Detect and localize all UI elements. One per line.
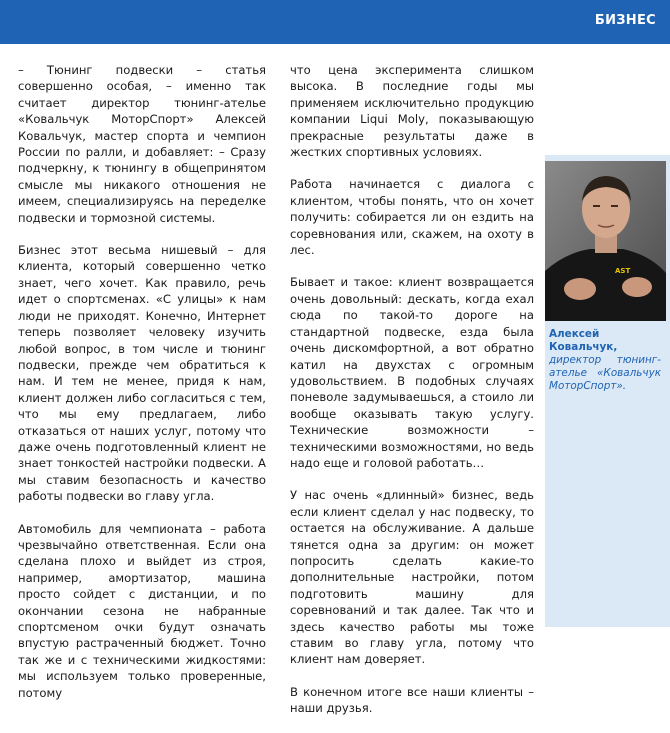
paragraph: что цена эксперимента слишком высока. В последние годы мы применяем исключительно продукцию компании Liqui Moly, показывающую прекрасные результаты даже в жестких спортивных условиях. [290, 63, 534, 160]
section-header [0, 0, 670, 44]
paragraph: Автомобиль для чемпионата – работа чрезвычайно ответственная. Если она сделана плохо и выйдет из строя, например, амортизатор, машина просто сойдет с дистанции, и по окончании сезона не набранные спортсменом очки будут означать впустую растраченный бюджет. Точно так же и с техническими жидкостями: мы используем только проверенные, потому [18, 521, 266, 700]
paragraph: Бывает и такое: клиент возвращается очень довольный: дескать, когда ехал сюда по такой-то дороге на стандартной подвеске, езда была очень дискомфортной, а вот обратно катил на двухстах с огромным удовольствием. В подобных случаях поневоле задумываешься, а стоило ли вообще оказывать такую услугу. Технические возможности – техническими возможностями, но ведь надо еще и головой работать… [290, 275, 534, 470]
jacket-logo: AST [615, 267, 631, 275]
article-column-middle [290, 62, 534, 733]
section-title: БИЗНЕС [594, 13, 656, 28]
photo-caption [549, 328, 661, 393]
caption-role: директор тюнинг-ателье «Ковальчук МоторСпорт». [549, 354, 661, 392]
caption-name: Алексей Ковальчук, [549, 328, 618, 353]
paragraph: В конечном итоге все наши клиенты – наши друзья. [290, 684, 534, 716]
paragraph: Бизнес этот весьма нишевый – для клиента, который совершенно четко знает, чего хочет. Как правило, речь идет о спортсменах. «С улицы» к нам люди не приходят. Конечно, Интернет теперь позволяет человеку изучить любой вопрос, в том числе и тюнинг подвески, прежде чем обратиться к нам. И тем не менее, придя к нам, клиент должен либо согласиться с тем, что мы ему предлагаем, либо отказаться от наших услуг, потому что даже очень подготовленный клиент не знает тонкостей настройки подвески. А мы ставим безопасность и качество работы подвески во главу угла. [18, 243, 266, 504]
paragraph: – Тюнинг подвески – статья совершенно особая, – именно так считает директор тюнинг-ателье «Ковальчук МоторСпорт» Алексей Ковальчук, мастер спорта и чемпион России по ралли, и добавляет: – Сразу подчеркну, к тюнингу в общепринятом смысле мы никакого отношения не имеем, специализируясь на переделке подвески и тормозной системы. [18, 63, 266, 225]
portrait-photo [545, 161, 666, 321]
paragraph: У нас очень «длинный» бизнес, ведь если клиент сделал у нас подвеску, то остается на обслуживание. А дальше тянется одна за другим: он может попросить сделать какие-то дополнительные настройки, потом подготовить машину для соревнований и так далее. Так что и здесь качество работы мы тоже ставим во главу угла, потому что клиент нам доверяет. [290, 488, 534, 667]
paragraph: Работа начинается с диалога с клиентом, чтобы понять, что он хочет получить: собирается ли он ездить на соревнования или, скажем, на охоту в лес. [290, 177, 534, 258]
article-column-left [18, 62, 266, 717]
